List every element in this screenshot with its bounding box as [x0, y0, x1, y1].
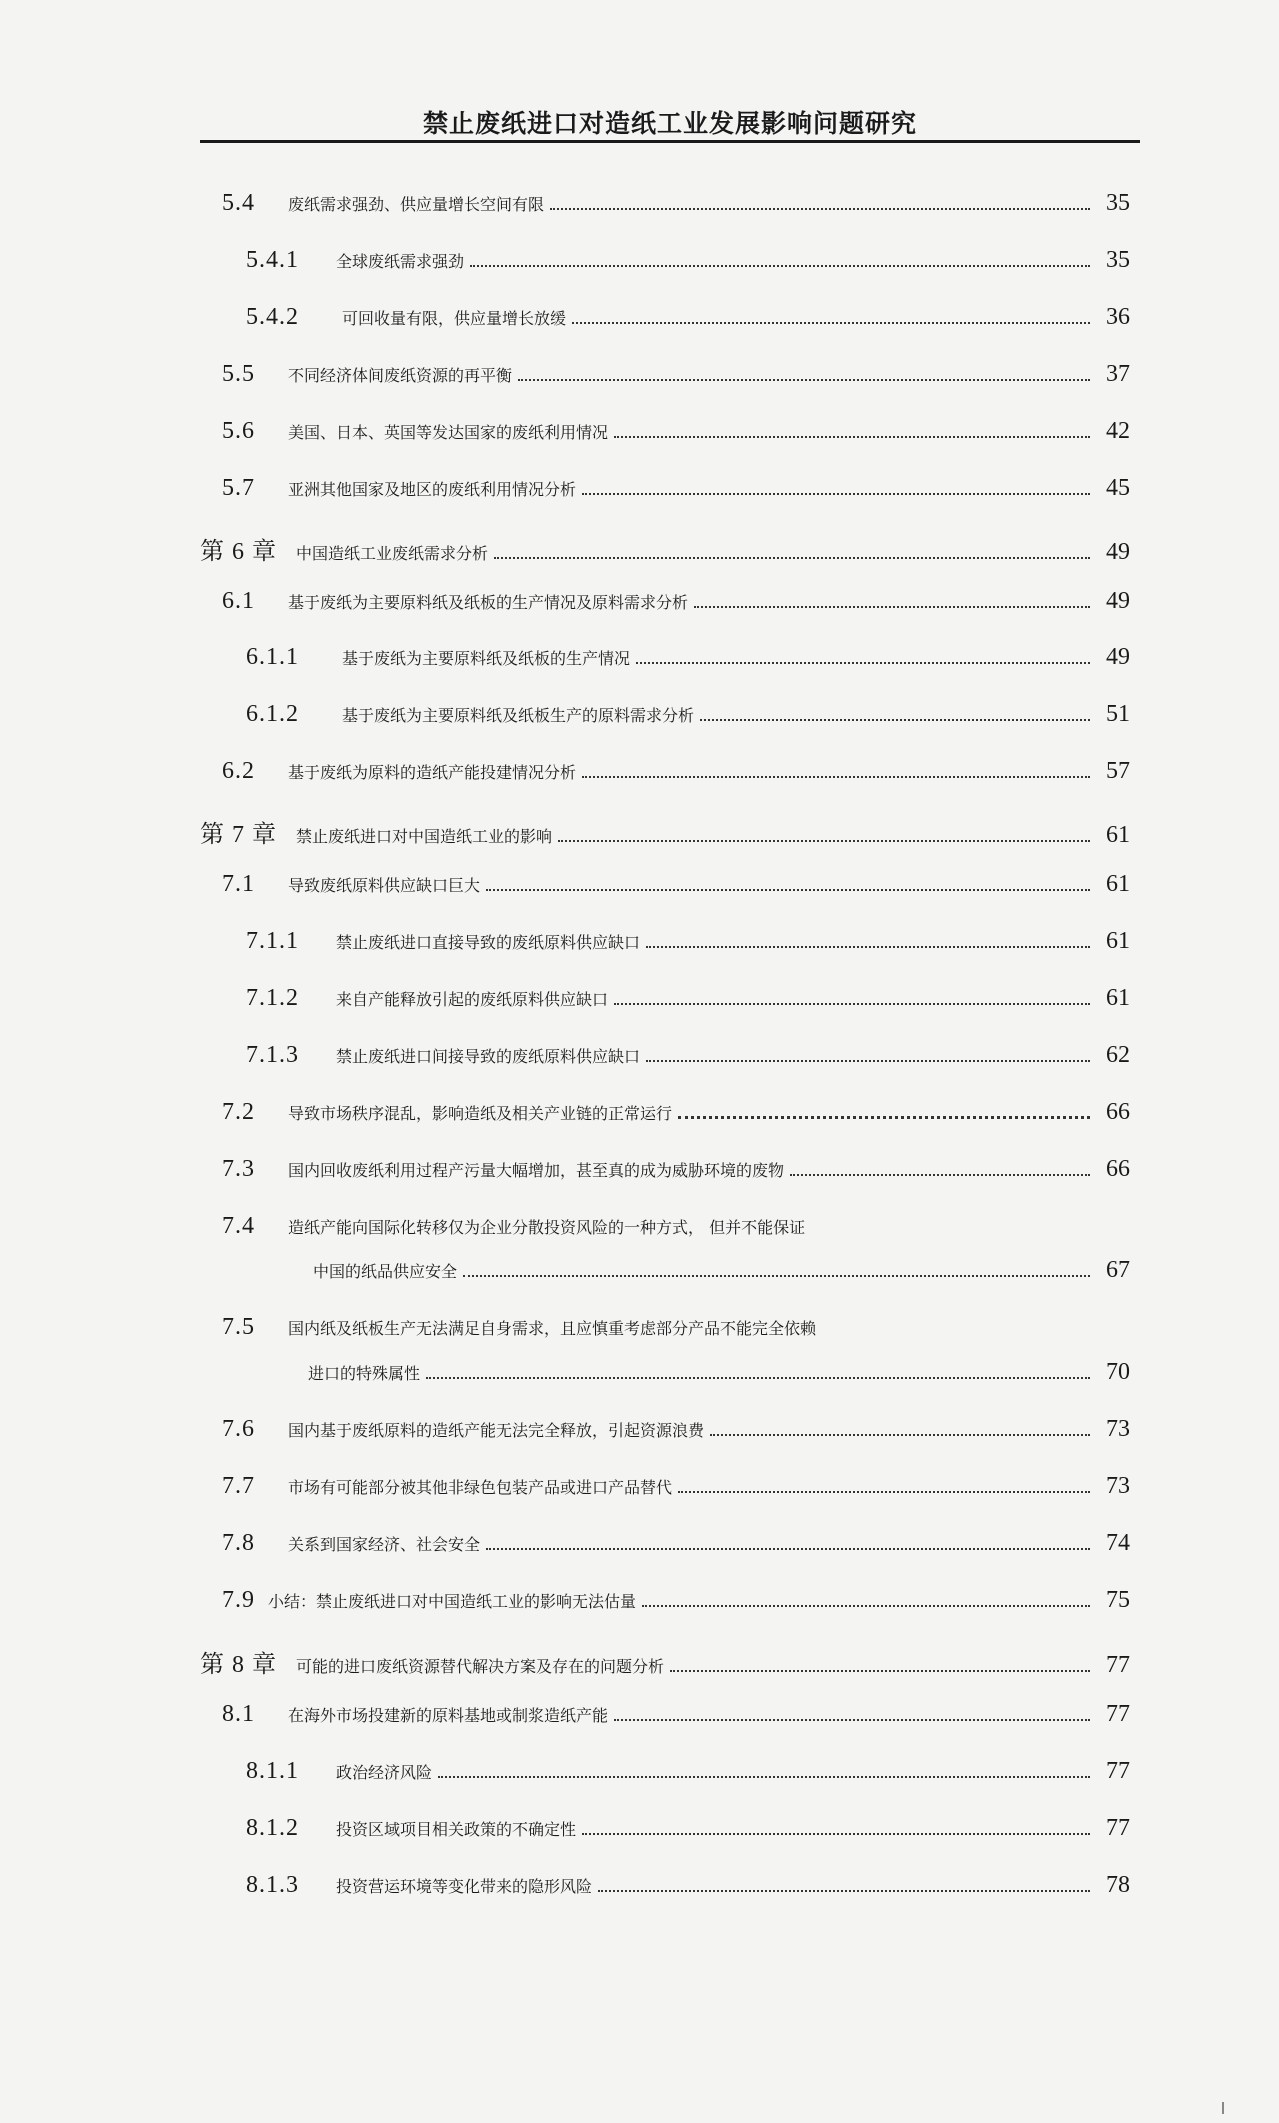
toc-number: 5.7 — [222, 475, 255, 501]
toc-leader — [642, 1605, 1090, 1607]
toc-title: 造纸产能向国际化转移仅为企业分散投资风险的一种方式， 但并不能保证 — [288, 1218, 806, 1237]
toc-title: 国内基于废纸原料的造纸产能无法完全释放，引起资源浪费 — [288, 1421, 705, 1440]
toc-leader — [582, 493, 1090, 495]
toc-number: 5.4.1 — [246, 247, 299, 273]
toc-page-number: 42 — [1106, 418, 1130, 444]
toc-title: 基于废纸为原料的造纸产能投建情况分析 — [288, 763, 577, 782]
toc-title: 国内纸及纸板生产无法满足自身需求，且应慎重考虑部分产品不能完全依赖 — [288, 1319, 817, 1338]
toc-leader — [426, 1377, 1090, 1379]
toc-number: 第 6 章 — [200, 539, 277, 565]
toc-title: 可能的进口废纸资源替代解决方案及存在的问题分析 — [296, 1657, 665, 1676]
toc-entry[interactable] — [246, 644, 1130, 672]
toc-page-number: 62 — [1106, 1042, 1130, 1068]
toc-number: 第 7 章 — [200, 822, 277, 848]
toc-number: 7.5 — [222, 1314, 255, 1340]
toc-entry[interactable] — [246, 247, 1130, 275]
toc-number: 7.1.2 — [246, 985, 299, 1011]
toc-page-number: 73 — [1106, 1416, 1130, 1442]
toc-number: 7.4 — [222, 1213, 255, 1239]
toc-title: 基于废纸为主要原料纸及纸板的生产情况 — [342, 649, 631, 668]
toc-page-number: 70 — [1106, 1359, 1130, 1385]
toc-title: 导致废纸原料供应缺口巨大 — [288, 876, 481, 895]
toc-leader — [550, 208, 1090, 210]
toc-number: 8.1 — [222, 1701, 255, 1727]
toc-number: 8.1.3 — [246, 1872, 299, 1898]
toc-leader — [486, 1548, 1090, 1550]
toc-page-number: 66 — [1106, 1156, 1130, 1182]
toc-page-number: 77 — [1106, 1815, 1130, 1841]
toc-number: 6.2 — [222, 758, 255, 784]
toc-leader — [438, 1776, 1090, 1778]
toc-title: 禁止废纸进口直接导致的废纸原料供应缺口 — [336, 933, 641, 952]
toc-entry-line-1[interactable] — [222, 1213, 1130, 1240]
toc-page-number: 35 — [1106, 190, 1130, 216]
toc-leader — [470, 265, 1090, 267]
toc-number: 7.9 — [222, 1587, 255, 1613]
toc-entry-line-1[interactable] — [222, 1314, 1130, 1341]
toc-title: 美国、日本、英国等发达国家的废纸利用情况 — [288, 423, 609, 442]
toc-page-number: 35 — [1106, 247, 1130, 273]
toc-leader — [614, 436, 1090, 438]
toc-entry[interactable] — [222, 1701, 1130, 1729]
toc-number: 6.1.1 — [246, 644, 299, 670]
toc-entry[interactable] — [222, 475, 1130, 503]
toc-entry[interactable] — [200, 1644, 1130, 1680]
toc-number: 8.1.1 — [246, 1758, 299, 1784]
toc-entry[interactable] — [222, 1473, 1130, 1501]
toc-title: 来自产能释放引起的废纸原料供应缺口 — [336, 990, 609, 1009]
toc-leader — [494, 557, 1090, 559]
toc-entry[interactable] — [222, 871, 1130, 899]
toc-title: 亚洲其他国家及地区的废纸利用情况分析 — [288, 480, 577, 499]
toc-page-number: 74 — [1106, 1530, 1130, 1556]
toc-title: 可回收量有限，供应量增长放缓 — [342, 309, 567, 328]
toc-page-number: 61 — [1106, 928, 1130, 954]
toc-title: 政治经济风险 — [336, 1763, 433, 1782]
toc-number: 5.6 — [222, 418, 255, 444]
toc-entry-line-2[interactable] — [313, 1257, 1130, 1285]
toc-page-number: 61 — [1106, 871, 1130, 897]
toc-page-number: 77 — [1106, 1758, 1130, 1784]
toc-title: 中国造纸工业废纸需求分析 — [296, 544, 489, 563]
toc-title: 禁止废纸进口对中国造纸工业的影响 — [296, 827, 553, 846]
toc-title: 在海外市场投建新的原料基地或制浆造纸产能 — [288, 1706, 609, 1725]
toc-leader — [694, 606, 1090, 608]
toc-leader — [582, 1833, 1090, 1835]
toc-leader — [700, 719, 1090, 721]
toc-entry[interactable] — [200, 814, 1130, 850]
toc-number: 第 8 章 — [200, 1652, 277, 1678]
toc-title: 小结：禁止废纸进口对中国造纸工业的影响无法估量 — [268, 1592, 637, 1611]
toc-number: 7.7 — [222, 1473, 255, 1499]
toc-title-continued: 中国的纸品供应安全 — [313, 1262, 458, 1281]
toc-page-number: 77 — [1106, 1652, 1130, 1678]
margin-mark — [1222, 2102, 1224, 2114]
toc-entry[interactable] — [246, 304, 1130, 332]
toc-entry[interactable] — [222, 1156, 1130, 1184]
toc-number: 7.6 — [222, 1416, 255, 1442]
toc-leader — [614, 1719, 1090, 1721]
toc-leader — [678, 1116, 1090, 1119]
toc-number: 5.4 — [222, 190, 255, 216]
toc-title-continued: 进口的特殊属性 — [308, 1364, 421, 1383]
toc-number: 6.1.2 — [246, 701, 299, 727]
toc-page-number: 77 — [1106, 1701, 1130, 1727]
toc-entry[interactable] — [222, 361, 1130, 389]
toc-leader — [582, 776, 1090, 778]
toc-page-number: 45 — [1106, 475, 1130, 501]
toc-entry[interactable] — [200, 531, 1130, 567]
toc-title: 投资区域项目相关政策的不确定性 — [336, 1820, 577, 1839]
toc-page-number: 67 — [1106, 1257, 1130, 1283]
toc-leader — [558, 840, 1090, 842]
toc-entry[interactable] — [246, 1872, 1130, 1900]
toc-page-number: 36 — [1106, 304, 1130, 330]
toc-number: 7.1 — [222, 871, 255, 897]
toc-entry[interactable] — [222, 1099, 1130, 1127]
toc-title: 国内回收废纸利用过程产污量大幅增加，甚至真的成为威胁环境的废物 — [288, 1161, 785, 1180]
toc-entry[interactable] — [222, 1530, 1130, 1558]
toc-page-number: 57 — [1106, 758, 1130, 784]
toc-entry[interactable] — [222, 1416, 1130, 1444]
toc-title: 基于废纸为主要原料纸及纸板的生产情况及原料需求分析 — [288, 593, 689, 612]
toc-title: 废纸需求强劲、供应量增长空间有限 — [288, 195, 545, 214]
toc-number: 6.1 — [222, 588, 255, 614]
toc-page-number: 37 — [1106, 361, 1130, 387]
toc-leader — [598, 1890, 1090, 1892]
toc-leader — [636, 662, 1090, 664]
toc-title: 全球废纸需求强劲 — [336, 252, 465, 271]
toc-entry[interactable] — [222, 588, 1130, 616]
toc-number: 7.1.1 — [246, 928, 299, 954]
toc-number: 7.8 — [222, 1530, 255, 1556]
toc-leader — [518, 379, 1090, 381]
toc-entry[interactable] — [246, 1758, 1130, 1786]
toc-title: 导致市场秩序混乱，影响造纸及相关产业链的正常运行 — [288, 1104, 673, 1123]
toc-number: 7.2 — [222, 1099, 255, 1125]
toc-page-number: 78 — [1106, 1872, 1130, 1898]
toc-leader — [614, 1003, 1090, 1005]
toc-number: 5.5 — [222, 361, 255, 387]
toc-title: 基于废纸为主要原料纸及纸板生产的原料需求分析 — [342, 706, 695, 725]
toc-page-number: 49 — [1106, 588, 1130, 614]
toc-entry[interactable] — [246, 701, 1130, 729]
toc-entry[interactable] — [246, 928, 1130, 956]
toc-number: 7.3 — [222, 1156, 255, 1182]
toc-entry[interactable] — [222, 190, 1130, 218]
toc-entry[interactable] — [246, 985, 1130, 1013]
toc-leader — [670, 1670, 1090, 1672]
toc-entry[interactable] — [222, 418, 1130, 446]
toc-entry[interactable] — [222, 1587, 1130, 1615]
toc-leader — [572, 322, 1090, 324]
toc-title: 不同经济体间废纸资源的再平衡 — [288, 366, 513, 385]
toc-entry[interactable] — [246, 1042, 1130, 1070]
toc-leader — [463, 1275, 1090, 1277]
toc-entry[interactable] — [246, 1815, 1130, 1843]
toc-leader — [646, 1060, 1090, 1062]
toc-title: 禁止废纸进口间接导致的废纸原料供应缺口 — [336, 1047, 641, 1066]
toc-number: 8.1.2 — [246, 1815, 299, 1841]
toc-leader — [486, 889, 1090, 891]
toc-leader — [646, 946, 1090, 948]
toc-entry[interactable] — [222, 758, 1130, 786]
toc-leader — [710, 1434, 1090, 1436]
toc-page-number: 49 — [1106, 539, 1130, 565]
toc-leader — [678, 1491, 1090, 1493]
toc-leader — [790, 1174, 1090, 1176]
toc-title: 投资营运环境等变化带来的隐形风险 — [336, 1877, 593, 1896]
toc-entry-line-2[interactable] — [308, 1359, 1130, 1387]
toc-page-number: 61 — [1106, 985, 1130, 1011]
toc-page-number: 61 — [1106, 822, 1130, 848]
toc-page-number: 49 — [1106, 644, 1130, 670]
toc-page-number: 66 — [1106, 1099, 1130, 1125]
toc-page-number: 75 — [1106, 1587, 1130, 1613]
toc-number: 7.1.3 — [246, 1042, 299, 1068]
toc-number: 5.4.2 — [246, 304, 299, 330]
toc-title: 关系到国家经济、社会安全 — [288, 1535, 481, 1554]
toc-page-number: 51 — [1106, 701, 1130, 727]
toc-title: 市场有可能部分被其他非绿色包装产品或进口产品替代 — [288, 1478, 673, 1497]
running-header: 禁止废纸进口对造纸工业发展影响问题研究 — [422, 109, 917, 138]
toc-page-number: 73 — [1106, 1473, 1130, 1499]
